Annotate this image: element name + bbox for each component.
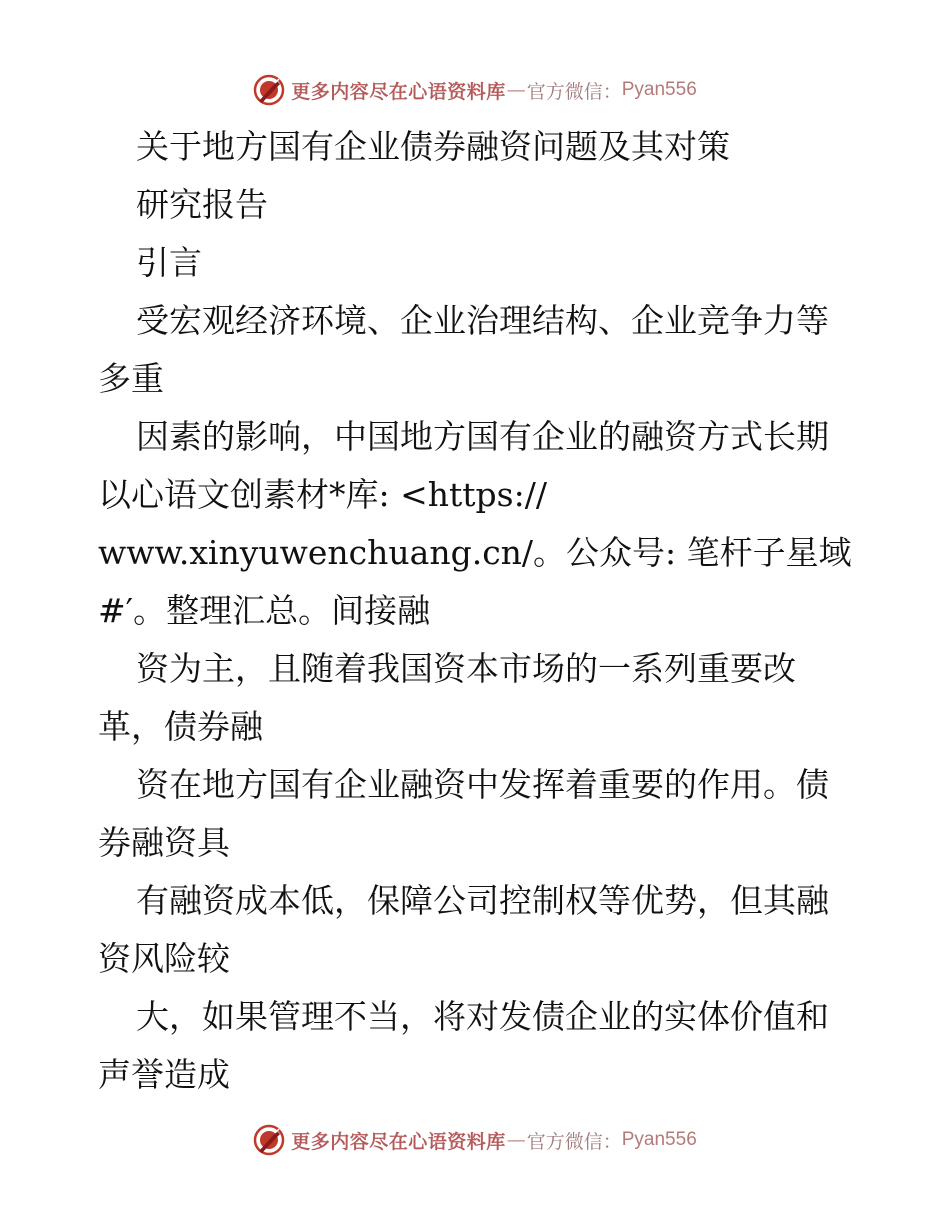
doc-title-line-1: 关于地方国有企业债券融资问题及其对策 xyxy=(136,127,730,166)
doc-paragraph-line: 以心语文创素材*库: <https:// xyxy=(98,475,547,514)
doc-section-heading: 引言 xyxy=(136,243,202,282)
banner-main-text: 更多内容尽在心语资料库 xyxy=(291,1130,506,1153)
doc-paragraph-line: 多重 xyxy=(98,359,164,398)
banner-separator: — xyxy=(506,1129,526,1151)
doc-paragraph-line: 有融资成本低，保障公司控制权等优势，但其融 xyxy=(136,881,829,920)
banner-main-text: 更多内容尽在心语资料库 xyxy=(291,80,506,103)
doc-paragraph-line: www.xinyuwenchuang.cn/。公众号: 笔杆子星域 xyxy=(98,533,852,572)
quill-logo-icon xyxy=(253,74,285,106)
doc-title-line-2: 研究报告 xyxy=(136,185,268,224)
doc-paragraph-line: #′。整理汇总。间接融 xyxy=(98,591,431,630)
banner-contact-id: Pyan556 xyxy=(621,79,697,100)
doc-paragraph-line: 声誉造成 xyxy=(98,1055,230,1094)
document-body xyxy=(98,118,858,1104)
doc-paragraph-line: 受宏观经济环境、企业治理结构、企业竞争力等 xyxy=(136,301,829,340)
doc-paragraph-line: 资为主，且随着我国资本市场的一系列重要改 xyxy=(136,649,796,688)
banner-contact-id: Pyan556 xyxy=(621,1129,697,1150)
banner-contact-label: 官方微信： xyxy=(526,80,622,103)
doc-paragraph-line: 因素的影响，中国地方国有企业的融资方式长期 xyxy=(136,417,829,456)
doc-paragraph-line: 券融资具 xyxy=(98,823,230,862)
quill-logo-icon xyxy=(253,1124,285,1156)
doc-paragraph-line: 大，如果管理不当，将对发债企业的实体价值和 xyxy=(136,997,829,1036)
banner-contact-label: 官方微信： xyxy=(526,1130,622,1153)
doc-paragraph-line: 资在地方国有企业融资中发挥着重要的作用。债 xyxy=(136,765,829,804)
doc-paragraph-line: 资风险较 xyxy=(98,939,230,978)
header-watermark-banner xyxy=(0,72,950,108)
footer-watermark-banner xyxy=(0,1122,950,1158)
banner-separator: — xyxy=(506,79,526,101)
doc-paragraph-line: 革，债券融 xyxy=(98,707,263,746)
